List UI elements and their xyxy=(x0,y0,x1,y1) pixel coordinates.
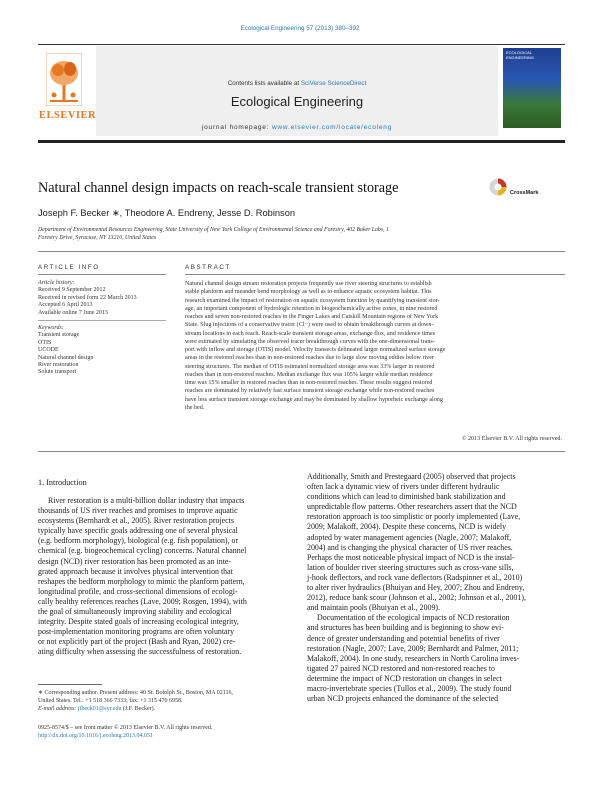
header-band xyxy=(96,46,498,136)
body-left-column xyxy=(38,496,296,658)
keyword: Solute transport xyxy=(38,369,77,376)
footnote-line: ∗ Corresponding author. Present address: 40 St. Botolph St., Boston, MA 02116, xyxy=(38,690,233,696)
header-bottom-rule xyxy=(38,140,565,143)
keyword: Transient storage xyxy=(38,332,80,339)
body-line: and maintain pools (Bhuiyan et al., 2009). xyxy=(307,603,441,613)
body-line: grated approach because it involves physical intervention that xyxy=(38,566,233,576)
affiliation xyxy=(38,226,538,242)
body-line: often lack a dynamic view of rivers under different hydraulic xyxy=(307,482,500,492)
keyword: River restoration xyxy=(38,362,79,369)
section-heading: 1. Introduction xyxy=(38,478,87,487)
history-item: Received in revised form 22 March 2013 xyxy=(38,294,137,301)
body-line: (e.g. bedform morphology), biological (e.g. fish population), or xyxy=(38,536,239,546)
body-line: or not explicitly part of the project (Bash and Ryan, 2002) cre- xyxy=(38,637,236,647)
divider xyxy=(38,451,565,452)
abstract-line: have less surface transient storage exchange and may be dominated by shallow hyporheic exchange along xyxy=(185,396,443,403)
abstract-heading: ABSTRACT xyxy=(185,264,231,271)
body-line: reshapes the bedform morphology to mimic the planform pattern, xyxy=(38,576,245,586)
divider xyxy=(185,274,565,275)
body-line: restoration (Nagle, 2007; Lave, 2009; Bernhardt and Palmer, 2011; xyxy=(307,643,519,653)
email-suffix: (J.F. Becker). xyxy=(121,706,156,713)
abstract-line: steering structures. The median of OTIS estimated normalized storage area was 33% larger in restored xyxy=(185,363,435,370)
body-line: j-hook deflectors, and rock vane deflectors (Radspinner et al., 2010) xyxy=(307,572,523,582)
body-line: Documentation of the ecological impacts of NCD restoration xyxy=(317,613,510,623)
article-info-heading: ARTICLE INFO xyxy=(38,264,100,271)
body-line: post-implementation monitoring programs are often voluntary xyxy=(38,627,235,637)
body-line: conditions which can lead to diminished bank stabilization and xyxy=(307,492,506,502)
keywords-label: Keywords: xyxy=(38,325,64,331)
copyright-notice: © 2013 Elsevier B.V. All rights reserved. xyxy=(461,436,562,442)
email-link[interactable]: jfbeck01@syr.edu xyxy=(77,706,122,713)
abstract-line: were estimated by simulating the observed tracer breakthrough curves with the one-dimensional trans- xyxy=(185,338,435,345)
body-line: 2012), reduce bank scour (Johnson et al., 2002; Johnson et al., 2001), xyxy=(307,593,526,603)
keywords xyxy=(38,325,173,377)
sciencedirect-link[interactable]: SciVerse ScienceDirect xyxy=(300,80,367,87)
body-line: 2009; Malakoff, 2004). Despite these concerns, NCD is widely xyxy=(307,522,507,532)
body-line: thousands of US river reaches and promises to improve aquatic xyxy=(38,506,238,516)
abstract-line: port with inflow and storage (OTIS) model. Velocity transects delineated larger normalized surface storage xyxy=(185,347,446,353)
history-item: Received 9 September 2012 xyxy=(38,287,106,294)
footnote-rule xyxy=(38,684,102,685)
cover-line-1: ECOLOGICAL xyxy=(506,50,533,55)
body-line: typically have specific goals addressing one of several physical xyxy=(38,526,238,536)
doi-link[interactable]: http://dx.doi.org/10.1016/j.ecoleng.2013.04.051 xyxy=(38,733,154,740)
abstract-line: time was 15% smaller in restored reaches than in non-restored reaches. These results suggest restored xyxy=(185,380,433,386)
body-line: Perhaps the most noticeable physical impact of NCD is the instal- xyxy=(307,552,515,562)
keyword: UCODE xyxy=(38,347,59,354)
keyword: OTIS xyxy=(38,339,52,346)
contents-line xyxy=(96,80,498,87)
journal-cover-text xyxy=(506,50,558,60)
abstract-line: age, an important component of hydrologic retention in biogeochemically active zones, in nine restored xyxy=(185,305,438,312)
body-line: determine the impact of NCD restoration on changes in select xyxy=(307,673,502,683)
cover-line-2: ENGINEERING xyxy=(506,55,535,60)
body-line: Malakoff, 2004). In one study, researchers in North Carolina inves- xyxy=(307,653,520,663)
history-item: Available online 7 June 2013 xyxy=(38,309,108,316)
homepage-prefix: journal homepage: xyxy=(201,124,272,131)
body-line: chemical (e.g. biogeochemical cycling) concerns. Natural channel xyxy=(38,546,247,556)
abstract-line: stream locations in each reach. Reach-scale transient storage areas, exchange flux, and residence times xyxy=(185,330,436,337)
contents-prefix: Contents lists available at xyxy=(227,80,301,87)
body-line: Additionally, Smith and Prestegaard (2005) observed that projects xyxy=(307,472,516,481)
body-right-column xyxy=(307,472,565,704)
journal-cover-image xyxy=(503,48,561,128)
body-line: design (NCD) river restoration has been promoted as an inte- xyxy=(38,556,232,566)
abstract-line: reaches are dominated by relatively fast surface transient storage exchange while non-restored reaches xyxy=(185,388,435,395)
body-line: lation of boulder river steering structures such as cross-vane sills, xyxy=(307,562,514,572)
abstract-line: Natural channel design stream restoration projects frequently use river steering structures to establish xyxy=(185,281,432,287)
body-line: ating difficulty when assessing the successfulness of restoration. xyxy=(38,647,242,657)
divider xyxy=(38,274,166,275)
footnote-line: United States. Tel.: +1 518 366 7333; fax: +1 315 470 6958. xyxy=(38,698,183,705)
body-line: ecosystems (Bernhardt et al., 2005). River restoration projects xyxy=(38,516,234,526)
homepage-link[interactable]: www.elsevier.com/locate/ecoleng xyxy=(271,124,393,131)
body-line: to alter river hydraulics (Bhuiyan and Hey, 2007; Zhou and Endreny, xyxy=(307,583,525,593)
abstract-line: reaches than in non-restored reaches. Median exchange flux was 105% larger while median residence xyxy=(185,371,433,378)
body-line: urban NCD projects enhanced the dominance of the selected xyxy=(307,694,499,704)
body-line: integrity. Despite stated goals of increasing ecological integrity, xyxy=(38,617,239,627)
elsevier-wordmark: ELSEVIER xyxy=(39,110,97,121)
divider xyxy=(38,320,166,321)
author-list: Joseph F. Becker ∗, Theodore A. Endreny, Jesse D. Robinson xyxy=(38,208,296,218)
front-matter xyxy=(38,724,338,740)
journal-reference[interactable]: Ecological Engineering 57 (2013) 380–392 xyxy=(240,25,360,32)
history-item: Accepted 6 April 2013 xyxy=(38,302,93,309)
abstract-line: research examined the impact of restoration on aquatic ecosystem function by quantifying transient stor- xyxy=(185,297,440,304)
body-line: adopted by water management agencies (Nagle, 2007; Malakoff, xyxy=(307,532,512,542)
body-line: longitudinal profile, and cross-sectional dimensions of ecologi- xyxy=(38,586,238,596)
issn-line: 0925-8574/$ – see front matter © 2013 Elsevier B.V. All rights reserved. xyxy=(38,725,213,731)
abstract-line: State. Slug injections of a conservative tracer (Cl−) were used to obtain breakthrough curves at down- xyxy=(185,322,434,329)
abstract-line: stable planform and meander bend morphology as well as to enhance aquatic ecosystem habitat. This xyxy=(185,289,432,296)
body-line: dence of greater understanding and potential benefits of river xyxy=(307,633,500,643)
body-line: tigated 27 paired NCD restored and non-restored reaches to xyxy=(307,663,495,673)
body-line: 2004) and is changing the physical character of US river reaches. xyxy=(307,542,513,552)
corresponding-footnote xyxy=(38,689,296,714)
body-line: macro-invertebrate species (Tullos et al., 2009). The study found xyxy=(307,683,512,693)
homepage-line xyxy=(96,124,498,131)
article-history xyxy=(38,280,173,317)
email-line xyxy=(38,705,296,713)
crossmark-label[interactable]: CrossMark xyxy=(510,190,539,196)
body-line: the goal of simultaneously improving stability and ecological xyxy=(38,607,232,617)
body-line: restoration approach is too simplistic or poorly implemented (Lave, xyxy=(307,512,521,522)
body-line: River restoration is a multi-billion dollar industry that impacts xyxy=(48,496,245,505)
keyword: Natural channel design xyxy=(38,354,94,361)
abstract-line: reaches and seven non-restored reaches in the Finger Lakes and Catskill Mountain regions of New York xyxy=(185,314,439,320)
article-title: Natural channel design impacts on reach-scale transient storage xyxy=(38,180,399,196)
crossmark-icon[interactable] xyxy=(489,178,507,196)
history-label: Article history: xyxy=(38,280,75,286)
abstract-line: the bed. xyxy=(185,404,205,411)
body-line: unpredictable flow patterns. Other researchers assert that the NCD xyxy=(307,502,517,512)
elsevier-tree-icon xyxy=(46,53,82,106)
email-label: E-mail address: xyxy=(38,706,78,713)
divider xyxy=(38,251,565,252)
affiliation-line: Department of Environmental Resources Engineering, State University of New York College of Environmental Science and Forestry, 402 Baker Labs, 1 xyxy=(38,227,389,233)
abstract-line: areas in the restored reaches than in non-restored reaches due to large slow moving eddies below river xyxy=(185,355,434,362)
abstract-text xyxy=(185,280,562,412)
body-line: cally healthy references reaches (Lave, 2009; Rosgen, 1994), with xyxy=(38,596,247,606)
body-line: and structures has been building and is beginning to show evi- xyxy=(307,623,504,633)
journal-title: Ecological Engineering xyxy=(230,94,364,109)
affiliation-line: Forestry Drive, Syracuse, NY 13210, United States xyxy=(38,235,157,242)
